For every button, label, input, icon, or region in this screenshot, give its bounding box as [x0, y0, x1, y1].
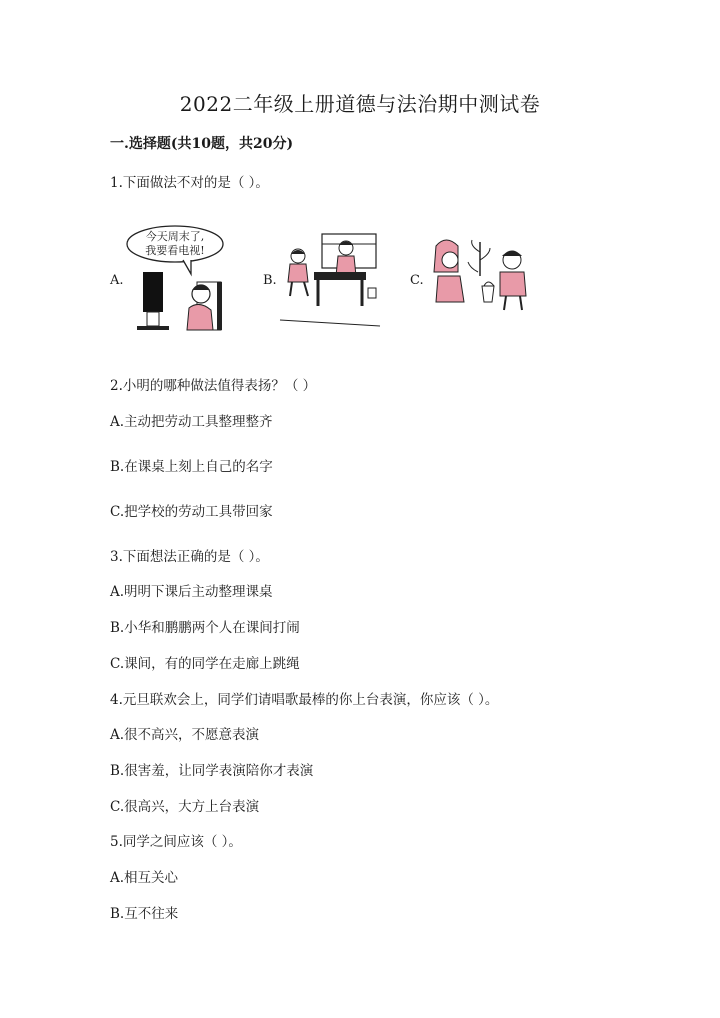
question-4-stem: 4.元旦联欢会上，同学们请唱歌最棒的你上台表演，你应该（ ）。	[110, 692, 499, 708]
page-title: 2022二年级上册道德与法治期中测试卷	[179, 92, 541, 116]
option-b-label: B.	[263, 273, 277, 288]
question-2-stem: 2.小明的哪种做法值得表扬？（ ）	[110, 378, 317, 394]
question-4-option-b: B.很害羞，让同学表演陪你才表演	[110, 763, 314, 779]
question-5-stem: 5.同学之间应该（ ）。	[110, 834, 242, 850]
question-2-option-a: A.主动把劳动工具整理整齐	[110, 414, 273, 430]
question-5-option-a: A.相互关心	[110, 870, 179, 886]
speech-line-1: 今天周末了,	[145, 230, 205, 243]
picture-c-planting-illustration	[428, 232, 538, 312]
speech-line-2: 我要看电视!	[145, 244, 205, 257]
question-3-option-b: B.小华和鹏鹏两个人在课间打闹	[110, 620, 300, 636]
section-heading: 一.选择题(共10题，共20分)	[110, 136, 294, 152]
option-c-label: C.	[410, 273, 424, 288]
question-4-option-c: C.很高兴，大方上台表演	[110, 799, 260, 815]
picture-a-tv-illustration	[125, 222, 230, 332]
question-3-option-c: C.课间，有的同学在走廊上跳绳	[110, 656, 300, 672]
picture-b-classroom-illustration	[280, 230, 380, 330]
question-5-option-b: B.互不往来	[110, 906, 179, 922]
question-4-option-a: A.很不高兴，不愿意表演	[110, 727, 260, 743]
question-3-option-a: A.明明下课后主动整理课桌	[110, 584, 273, 600]
question-2-option-c: C.把学校的劳动工具带回家	[110, 504, 273, 520]
option-a-label: A.	[110, 273, 124, 288]
question-3-stem: 3.下面想法正确的是（ ）。	[110, 549, 269, 565]
question-1-stem: 1.下面做法不对的是（ ）。	[110, 175, 269, 191]
question-2-option-b: B.在课桌上刻上自己的名字	[110, 459, 273, 475]
